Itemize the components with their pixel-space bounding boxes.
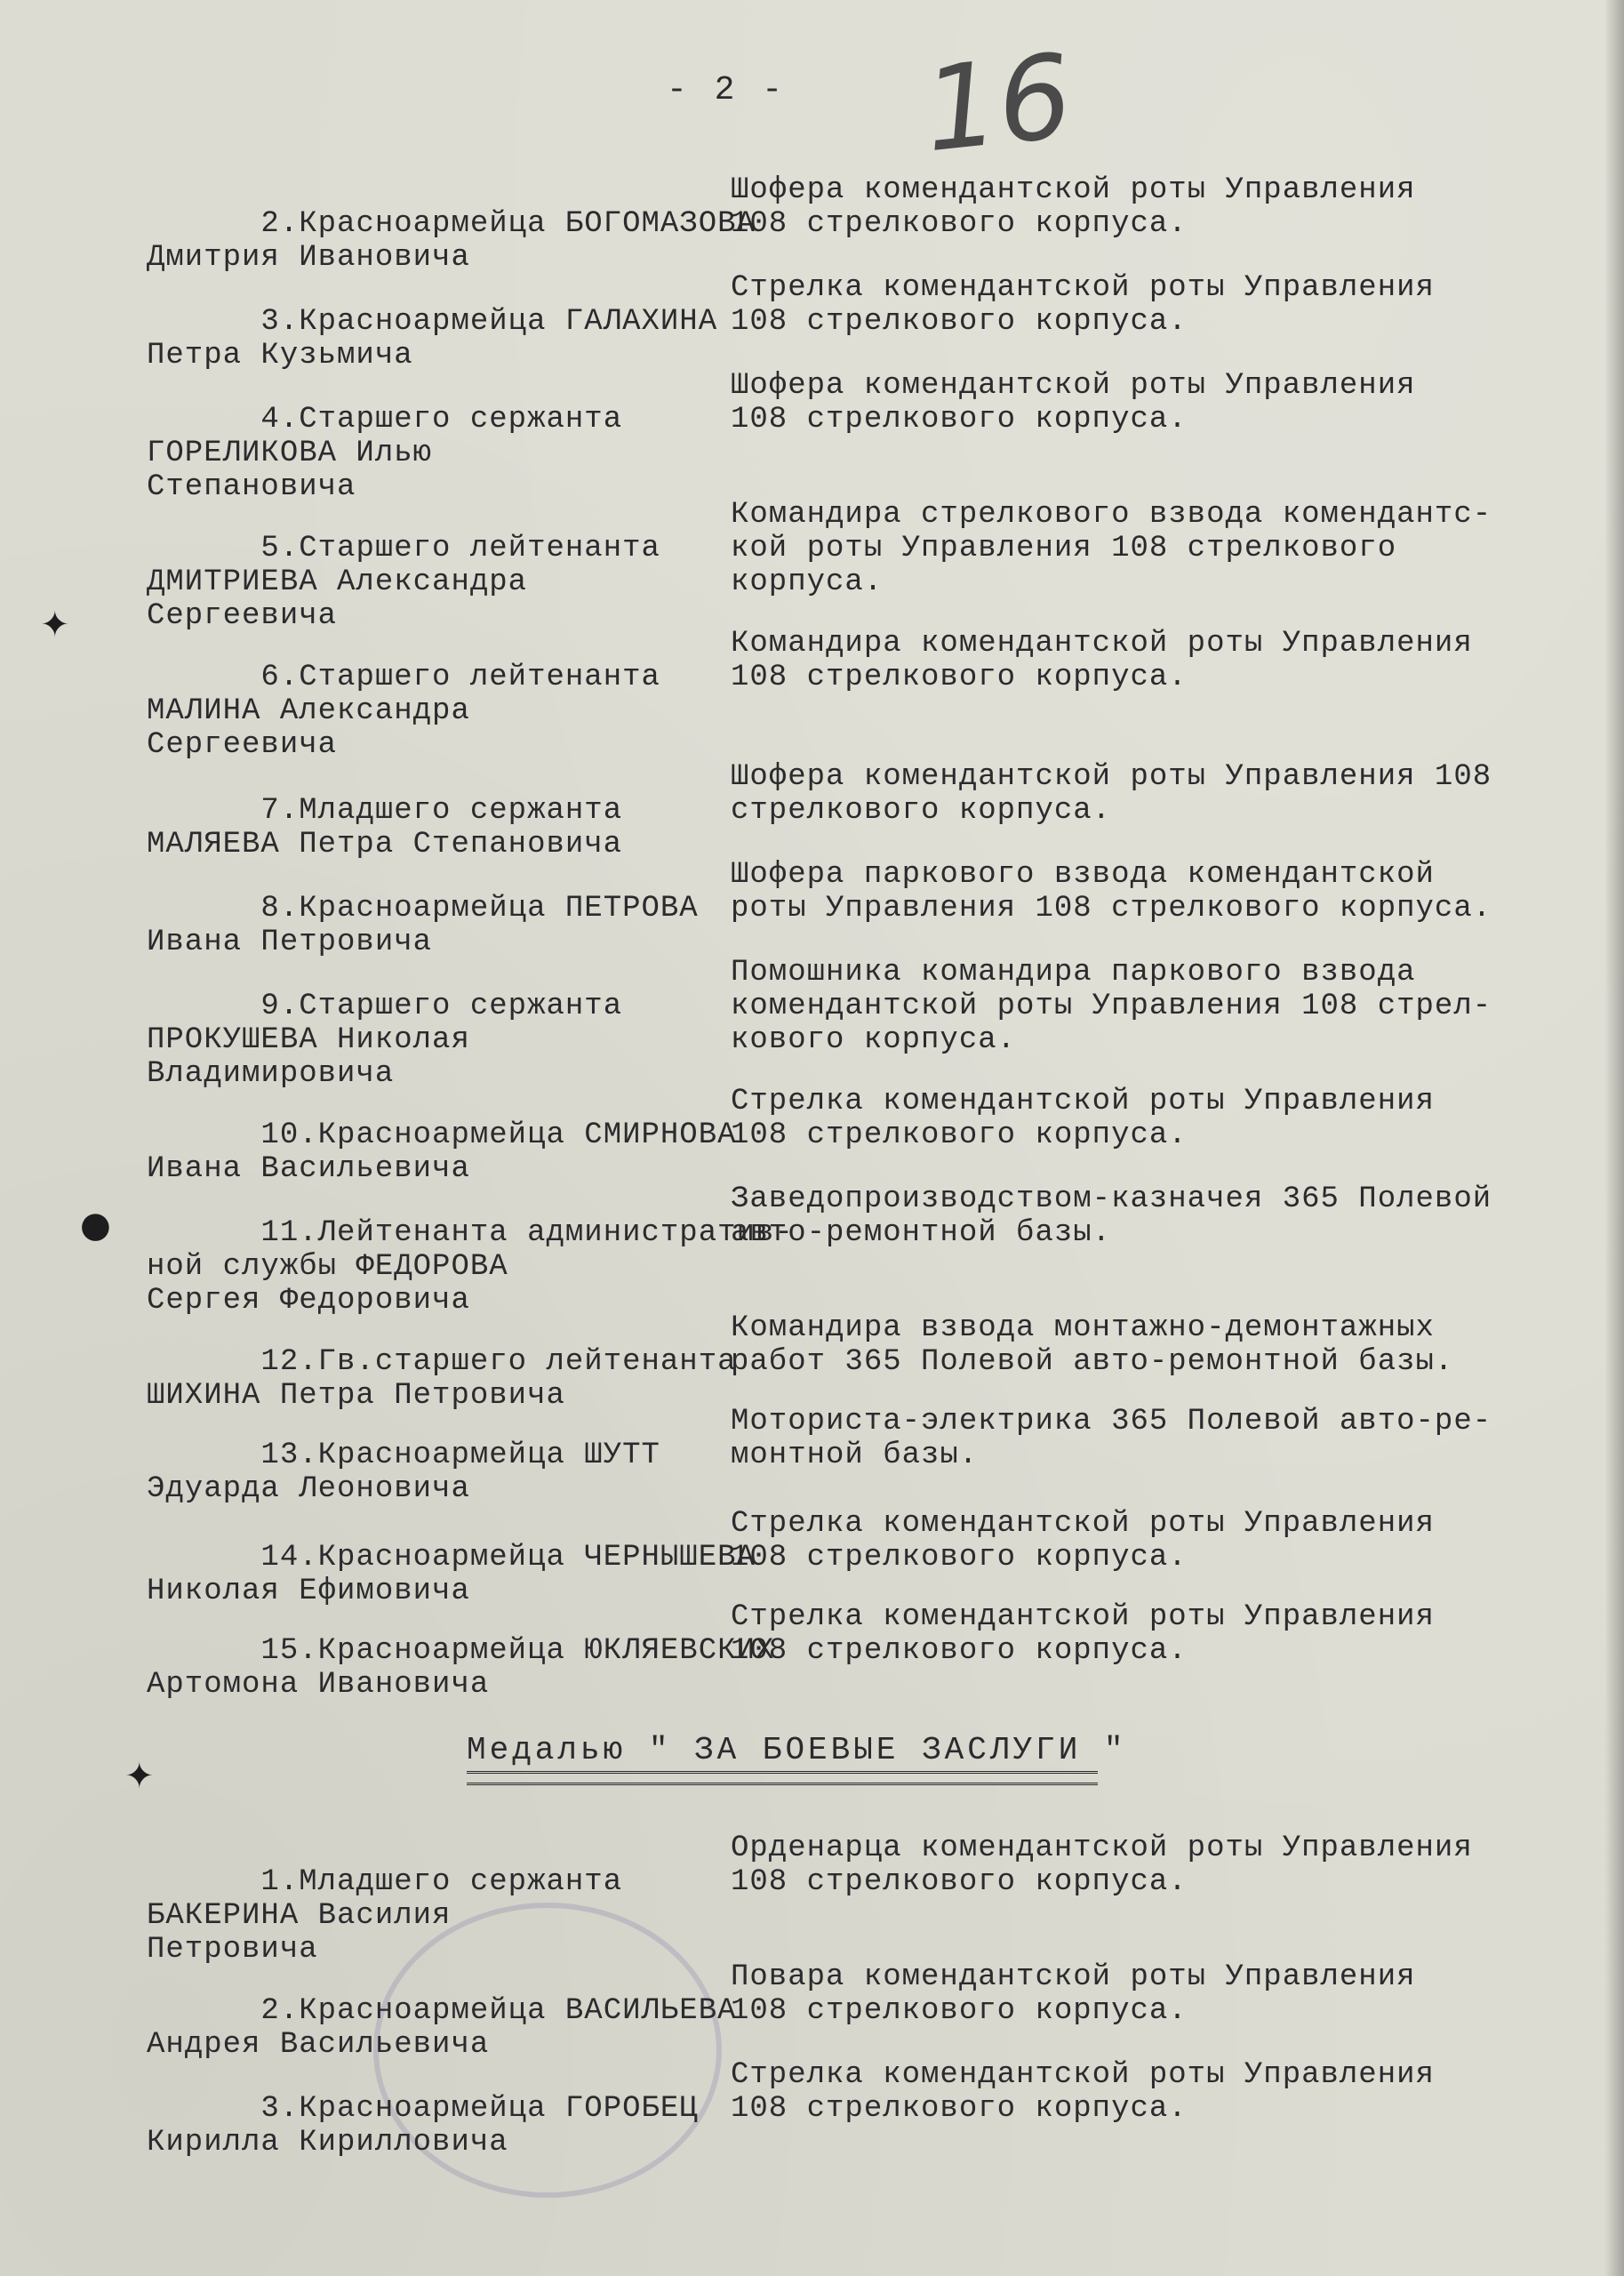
entry-role: Шофера комендантской роты Управления 108 стрелкового корпуса. [731, 173, 1416, 241]
entry-name-text: Старшего лейтенанта МАЛИНА Александра Сергеевича [147, 661, 660, 762]
entry-name-text: Младшего сержанта МАЛЯЕВА Петра Степановича [147, 794, 623, 862]
entry-role: Шофера паркового взвода комендантской роты Управления 108 стрелкового корпуса. [731, 858, 1492, 926]
entry-role: Стрелка комендантской роты Управления 108 стрелкового корпуса. [731, 1085, 1435, 1152]
entry-name-text: Гв.старшего лейтенанта ШИХИНА Петра Петровича [147, 1345, 737, 1413]
entry-name-text: Красноармейца БОГОМАЗОВА Дмитрия Ивановича [147, 207, 756, 275]
entry-role: Стрелка комендантской роты Управления 108 стрелкового корпуса. [731, 2058, 1435, 2126]
entry-number: 3. [260, 2092, 300, 2126]
margin-tick-mark: ✦ [124, 1756, 155, 1797]
entry-number: 13. [260, 1439, 318, 1472]
entry-number: 11. [260, 1216, 318, 1250]
entry-role: Командира стрелкового взвода комендантс- кой роты Управления 108 стрелкового корпуса. [731, 498, 1492, 599]
page-number: - 2 - [667, 71, 787, 109]
entry-role: Командира комендантской роты Управления 108 стрелкового корпуса. [731, 627, 1473, 694]
entry-name-text: Красноармейца ШУТТ Эдуарда Леоновича [147, 1439, 660, 1506]
entry-name-text: Старшего лейтенанта ДМИТРИЕВА Александра Сергеевича [147, 532, 660, 633]
entry-role: Шофера комендантской роты Управления 108 стрелкового корпуса. [731, 369, 1416, 437]
entry-name-text: Красноармейца ЮКЛЯЕВСКИХ Артомона Ивановича [147, 1634, 775, 1702]
entry-name-text: Красноармейца ВАСИЛЬЕВА Андрея Васильевича [147, 1994, 737, 2062]
entry-name-text: Лейтенанта административ- ной службы ФЕДОРОВА Сергея Федоровича [147, 1216, 794, 1318]
entry-role: Повара комендантской роты Управления 108 стрелкового корпуса. [731, 1960, 1416, 2028]
entry-role: Моториста-электрика 365 Полевой авто-ре- монтной базы. [731, 1405, 1492, 1472]
entry-number: 9. [260, 990, 300, 1023]
margin-dot-mark: ● [80, 1205, 111, 1246]
entry-name [147, 2058, 699, 2193]
entry-name-text: Красноармейца ГОРОБЕЦ Кирилла Кирилловича [147, 2092, 699, 2160]
entry-number: 4. [260, 403, 300, 437]
entry-number: 14. [260, 1541, 318, 1575]
entry-role: Стрелка комендантской роты Управления 108 стрелкового корпуса. [731, 1507, 1435, 1575]
entry-number: 1. [260, 1865, 300, 1899]
entry-name-text: Младшего сержанта БАКЕРИНА Василия Петровича [147, 1865, 623, 1967]
entry-number: 2. [260, 1994, 300, 2028]
entry-number: 3. [260, 305, 300, 339]
entry-number: 7. [260, 794, 300, 828]
entry-name-text: Красноармейца ГАЛАХИНА Петра Кузьмича [147, 305, 718, 373]
entry-name-text: Красноармейца СМИРНОВА Ивана Васильевича [147, 1118, 737, 1186]
entry-name-text: Старшего сержанта ПРОКУШЕВА Николая Владимировича [147, 990, 623, 1091]
entry-number: 15. [260, 1634, 318, 1668]
entry-role: Шофера комендантской роты Управления 108 стрелкового корпуса. [731, 760, 1492, 828]
entry-number: 10. [260, 1118, 318, 1152]
entry-name-text: Старшего сержанта ГОРЕЛИКОВА Илью Степановича [147, 403, 623, 504]
entry-role: Стрелка комендантской роты Управления 108 стрелкового корпуса. [731, 271, 1435, 339]
entry-name-text: Красноармейца ЧЕРНЫШЕВА Николая Ефимовича [147, 1541, 756, 1608]
page-edge-shadow [1604, 0, 1624, 2276]
entry-number: 6. [260, 661, 300, 694]
entry-role: Помошника командира паркового взвода комендантской роты Управления 108 стрел- кового корпуса. [731, 956, 1492, 1057]
margin-tick-mark: ✦ [40, 605, 70, 645]
section-underline [467, 1771, 1098, 1785]
entry-number: 8. [260, 892, 300, 926]
entry-role: Командира взвода монтажно-демонтажных работ 365 Полевой авто-ремонтной базы. [731, 1311, 1454, 1379]
entry-role: Стрелка комендантской роты Управления 108 стрелкового корпуса. [731, 1600, 1435, 1668]
entry-number: 5. [260, 532, 300, 565]
entry-role: Орденарца комендантской роты Управления 108 стрелкового корпуса. [731, 1831, 1473, 1899]
entry-name-text: Красноармейца ПЕТРОВА Ивана Петровича [147, 892, 699, 959]
section-title: Медалью " ЗА БОЕВЫЕ ЗАСЛУГИ " [467, 1732, 1127, 1768]
folio-number: 16 [917, 28, 1078, 179]
entry-number: 12. [260, 1345, 318, 1379]
entry-role: Заведопроизводством-казначея 365 Полевой авто-ремонтной базы. [731, 1182, 1492, 1250]
entry-number: 2. [260, 207, 300, 241]
entry-name [147, 1600, 774, 1735]
